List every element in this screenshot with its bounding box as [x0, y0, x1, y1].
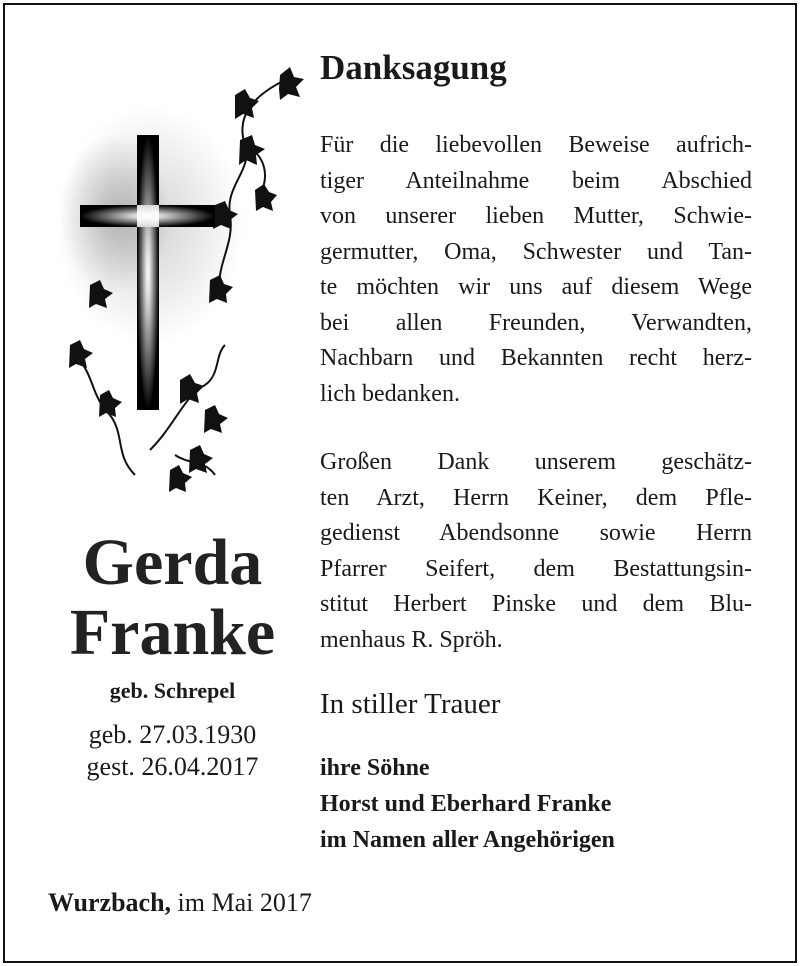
birth-date: geb. 27.03.1930	[88, 720, 257, 749]
special-thanks-paragraph	[320, 445, 752, 658]
cross-with-ivy-icon	[55, 55, 305, 500]
death-date: gest. 26.04.2017	[86, 752, 259, 781]
mourning-phrase: In stiller Trauer	[320, 688, 501, 720]
place-date-line	[48, 888, 312, 918]
paragraph-line: germutter, Oma, Schwester und Tan-	[320, 238, 752, 265]
thanks-paragraph	[320, 128, 752, 412]
paragraph-line: lich bedanken.	[320, 380, 460, 407]
signer-line: Horst und Eberhard Franke	[320, 791, 612, 817]
place-name: Wurzbach,	[48, 888, 172, 917]
deceased-first-name: Gerda	[82, 526, 263, 599]
paragraph-line: Großen Dank unserem geschätz-	[320, 449, 752, 475]
signers-block	[320, 750, 615, 858]
paragraph-line: Für die liebevollen Beweise aufrich-	[320, 132, 752, 158]
paragraph-line: Nachbarn und Bekannten recht herz-	[320, 345, 752, 371]
paragraph-line: Pfarrer Seifert, dem Bestattungsin-	[320, 555, 752, 582]
deceased-last-name: Franke	[69, 596, 276, 669]
signer-line: im Namen aller Angehörigen	[320, 827, 615, 853]
paragraph-line: stitut Herbert Pinske und dem Blu-	[320, 591, 752, 617]
paragraph-line: menhaus R. Spröh.	[320, 626, 503, 653]
maiden-name: geb. Schrepel	[109, 678, 236, 703]
paragraph-line: bei allen Freunden, Verwandten,	[320, 309, 752, 336]
paragraph-line: tiger Anteilnahme beim Abschied	[320, 167, 752, 194]
paragraph-line: von unserer lieben Mutter, Schwie-	[320, 203, 752, 229]
notice-date: im Mai 2017	[171, 888, 312, 917]
signer-line: ihre Söhne	[320, 755, 430, 781]
notice-title: Danksagung	[320, 48, 507, 87]
paragraph-line: gedienst Abendsonne sowie Herrn	[320, 520, 752, 546]
paragraph-line: te möchten wir uns auf diesem Wege	[320, 274, 752, 300]
paragraph-line: ten Arzt, Herrn Keiner, dem Pfle-	[320, 484, 752, 511]
